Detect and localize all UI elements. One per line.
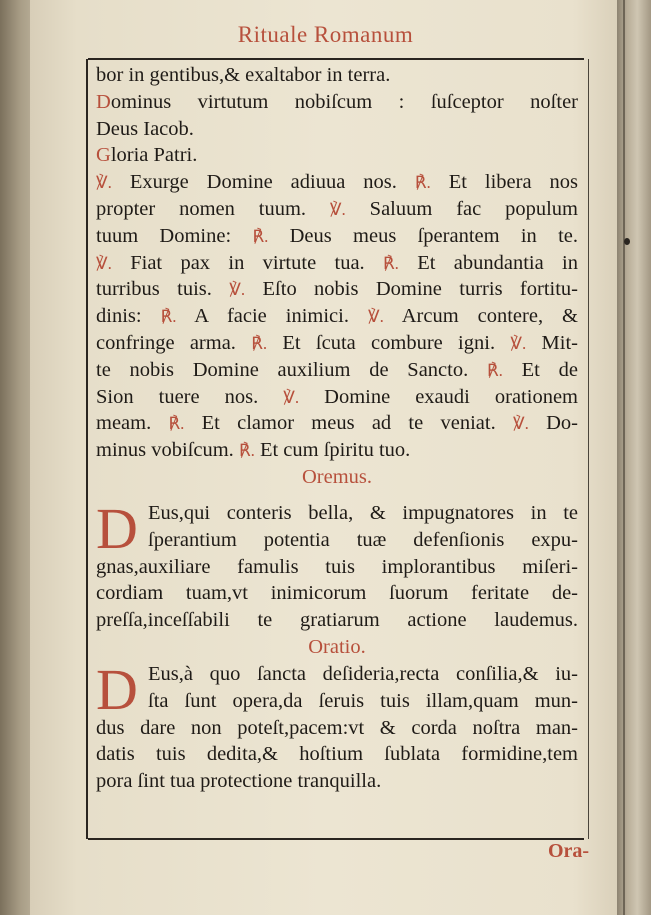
prayer-two [96,657,578,795]
text-line: datis tuis dedita,& hoſtium ſublata formidine,tem [96,743,578,766]
versicle-mark: ℣. [329,199,346,219]
prayer-one [96,496,578,661]
response-mark: ℟. [168,414,185,434]
text-line: meam. ℟. Et clamor meus ad te veniat. ℣. Do- [96,412,579,435]
text-line: Sion tuere nos. ℣. Domine exaudi orationem [96,385,578,408]
versicle-mark: ℣. [512,414,529,434]
oremus-heading: Oremus. [301,465,373,488]
running-header: Rituale Romanum [237,22,414,47]
text-line: preſſa,inceſſabili te gratiarum actione laudemus. [96,609,578,632]
ink-spot [624,238,630,245]
response-mark: ℟. [238,441,255,461]
text-line: Deus Iacob. [96,117,194,140]
text-line: dus dare non poteſt,pacem:vt & corda noſtra man- [96,716,578,739]
catchword: Ora- [548,840,590,862]
versicle-mark: ℣. [229,280,246,300]
text-line: Dominus virtutum nobiſcum : ſuſceptor noſter [96,90,578,113]
versicle-mark: ℣. [510,333,527,353]
text-line: te nobis Domine auxilium de Sancto. ℟. Et de [96,358,578,381]
text-line: minus vobiſcum. ℟. Et cum ſpiritu tuo. [96,439,411,462]
text-line: cordiam tuam,vt inimicorum ſuorum feritate de- [96,582,578,605]
text-line: gnas,auxiliare famulis tuis implorantibus miſeri- [96,555,578,578]
response-mark: ℟. [251,333,268,353]
text-line: tuum Domine: ℟. Deus meus ſperantem in te. [96,224,578,247]
text-line: confringe arma. ℟. Et ſcuta combure igni. ℣. Mit- [96,331,579,354]
response-mark: ℟. [383,253,399,273]
response-mark: ℟. [414,173,431,193]
response-mark: ℟. [160,307,177,327]
text-line: Eus,qui conteris bella, & impugnatores in te [148,502,578,524]
text-line: ſta ſunt opera,da ſeruis tuis illam,quam mun- [148,689,578,712]
versicles-text [96,62,578,491]
text-line: ℣. Exurge Domine adiuua nos. ℟. Et libera nos [96,171,578,194]
text-line: bor in gentibus,& exaltabor in terra. [96,64,391,86]
versicle-mark: ℣. [96,253,112,273]
footer-rule [88,838,584,840]
versicle-mark: ℣. [367,307,384,327]
text-line: Eus,à quo ſancta deſideria,recta conſilia,& iu- [148,663,578,685]
text-line: pora ſint tua protectione tranquilla. [96,770,382,793]
oratio-heading: Oratio. [308,635,366,658]
text-line: turribus tuis. ℣. Eſto nobis Domine turris fortitu- [96,278,578,301]
text-line: propter nomen tuum. ℣. Saluum fac populum [96,197,578,220]
drop-cap: D [96,657,138,722]
gutter-line [623,0,625,915]
drop-cap: D [96,496,138,561]
text-line: Gloria Patri. [96,144,198,167]
text-line: dinis: ℟. A facie inimici. ℣. Arcum contere, & [96,305,578,328]
versicle-mark: ℣. [283,387,300,407]
text-line: ſperantium potentia tuæ defenſionis expu- [148,528,578,551]
text-line: ℣. Fiat pax in virtute tua. ℟. Et abundantia in [96,251,578,274]
versicle-mark: ℣. [96,173,112,193]
response-mark: ℟. [487,360,503,380]
response-mark: ℟. [252,226,269,246]
